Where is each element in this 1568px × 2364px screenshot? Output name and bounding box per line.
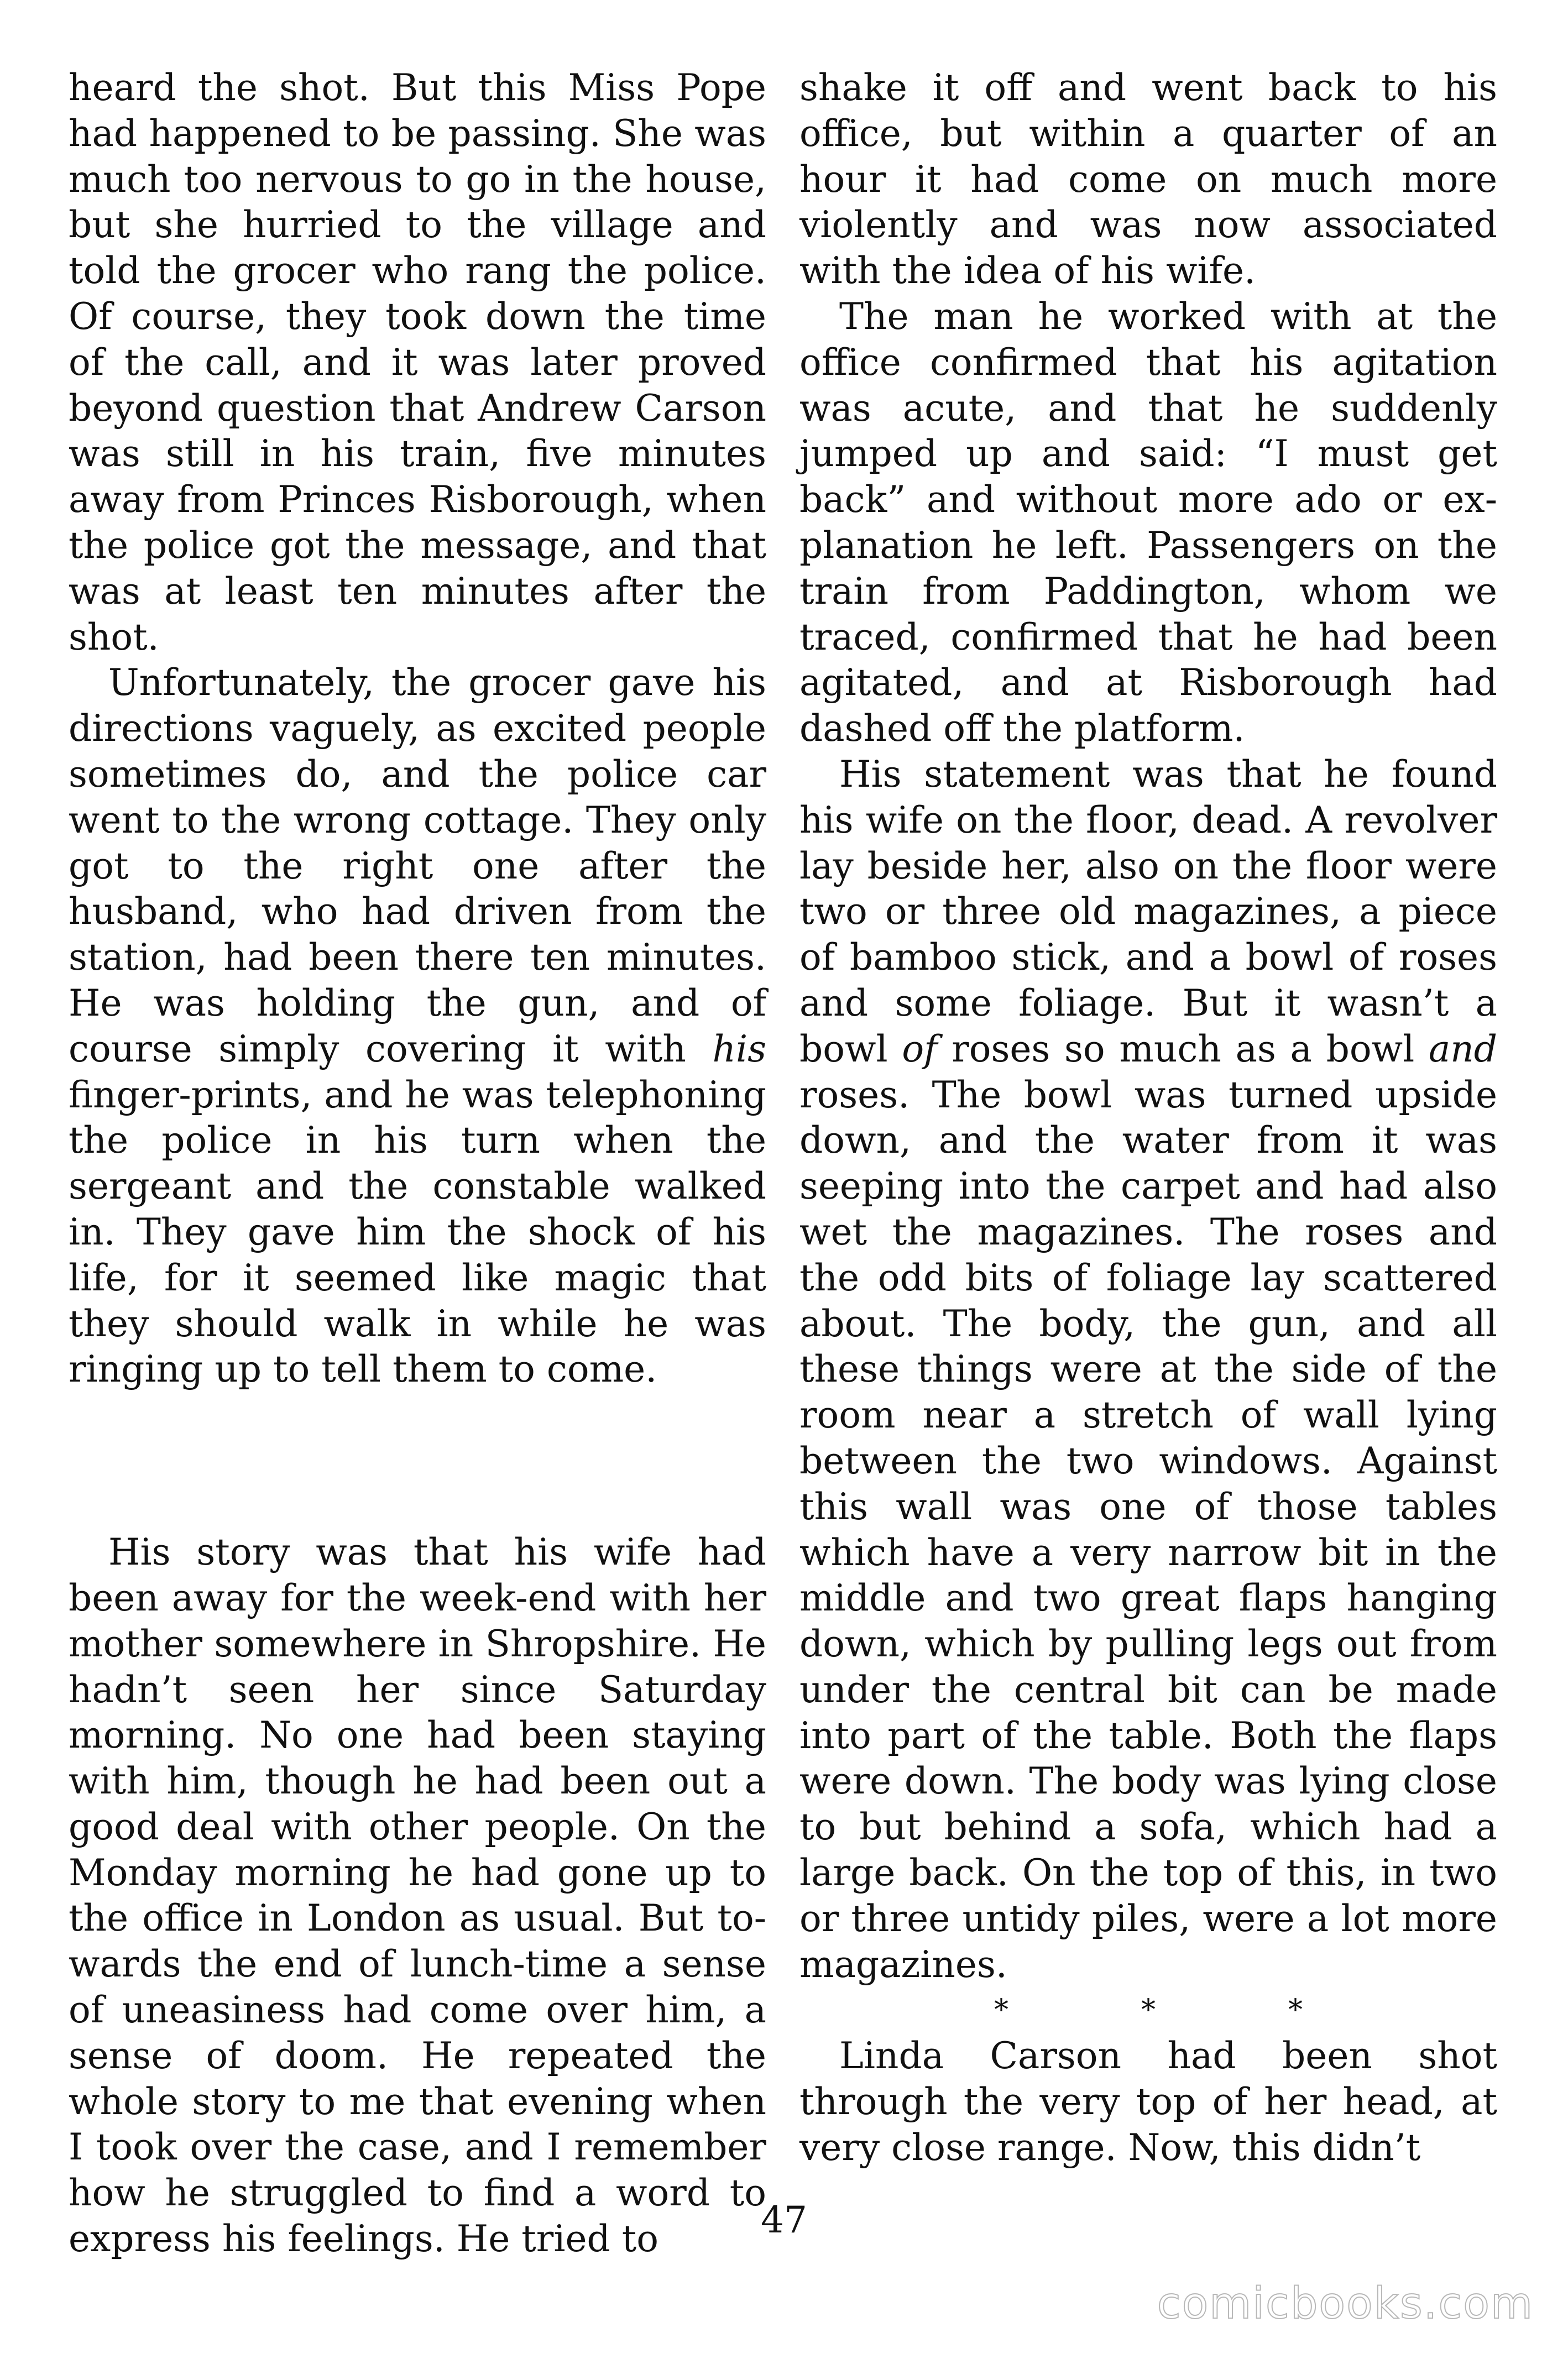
asterisk-2: * [1141, 1994, 1156, 2027]
paragraph-2-rest: finger-prints, and he was telephoning the police in his turn when the sergeant and the constable walked in. They gave him the shock of his life, for it seemed like magic that they should walk in while he was ringing up to tell them to come. [69, 1073, 766, 1391]
paragraph-5: The man he worked with at the office confirmed that his agitation was acute, and that he suddenly jumped up and said: “I must get back” and without more ado or explanation he left. Passengers on the train from Paddington, whom we traced, confirmed that he had been agitated, and at Risborough had dashed off the platform. [799, 295, 1497, 750]
emphasis-of: of [902, 1027, 938, 1070]
right-text-column [799, 65, 1497, 2171]
paragraph-6-text-c: roses. The bowl was turned upside down, and the water from it was seeping into the carpet and had also wet the magazines. The roses and the odd bits of foliage lay scattered about. The body, the gun, and all these things were at the side of the room near a stretch of wall lying between the two windows. Against this wall was one of those tables which have a very narrow bit in the middle and two great flaps hanging down, which by pulling legs out from under the central bit can be made into part of the table. Both the flaps were down. The body was lying close to but behind a sofa, which had a large back. On the top of this, in two or three untidy piles, were a lot more magazines. [799, 1073, 1497, 1986]
asterisk-3: * [1288, 1994, 1303, 2027]
emphasis-and: and [1428, 1027, 1497, 1070]
section-break [799, 1988, 1497, 2033]
paragraph-1: heard the shot. But this Miss Pope had happened to be passing. She was much too nervous to go in the house, but she hurried to the village and told the grocer who rang the police. Of course, they took down the time of the call, and it was later proved beyond question that Andrew Carson was still in his train, five minutes away from Princes Risborough, when the police got the message, and that was at least ten minutes after the shot. [69, 66, 766, 658]
paragraph-2 [69, 660, 766, 1393]
paragraph-2-text: Unfortunately, the grocer gave his directions vaguely, as excited people sometimes do, and the police car went to the wrong cottage. They only got to the right one after the husband, who had driven from the station, had been there ten minutes. He was holding the gun, and of course simply covering it with [69, 661, 766, 1070]
left-text-column [69, 65, 766, 2262]
paragraph-6-text-a: His statement was that he found his wife on the floor, dead. A revolver lay beside her, also on the floor were two or three old magazines, a piece of bamboo stick, and a bowl of roses and some foliage. But it wasn’t a bowl [799, 752, 1497, 1070]
asterisk-1: * [994, 1994, 1008, 2027]
paragraph-4: shake it off and went back to his office, but within a quarter of an hour it had come on much more violently and was now associated with the idea of his wife. [799, 66, 1497, 292]
paragraph-6 [799, 752, 1497, 1988]
page-number: 47 [761, 2199, 807, 2241]
paragraph-7: Linda Carson had been shot through the very top of her head, at very close range. Now, this didn’t [799, 2034, 1497, 2169]
emphasis-his: his [712, 1027, 766, 1070]
paragraph-6-text-b: roses so much as a bowl [937, 1027, 1429, 1070]
watermark: comicbooks.com [1157, 2279, 1534, 2329]
paragraph-3: His story was that his wife had been away for the week-end with her mother somewhere in Shropshire. He hadn’t seen her since Saturday morning. No one had been staying with him, though he had been out a good deal with other people. On the Monday morning he had gone up to the office in London as usual. But towards the end of lunch-time a sense of uneasiness had come over him, a sense of doom. He repeated the whole story to me that evening when I took over the case, and I remember how he struggled to find a word to express his feelings. He tried to [69, 1531, 766, 2261]
